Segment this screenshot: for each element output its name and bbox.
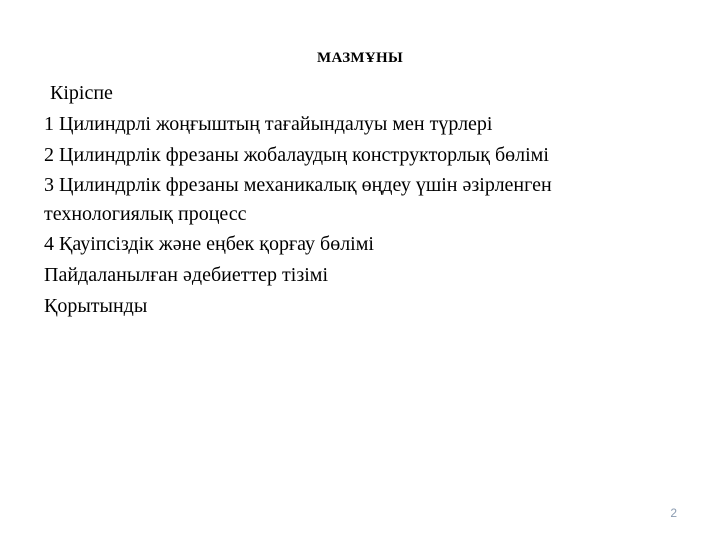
toc-item-3: 3 Цилиндрлік фрезаны механикалық өңдеу үшін әзірленген технологиялық процесс <box>44 174 552 225</box>
toc-item-2: 2 Цилиндрлік фрезаны жобалаудың конструкторлық бөлімі <box>44 144 549 166</box>
table-of-contents <box>44 78 674 322</box>
toc-item-introduction: Кіріспе <box>50 82 113 104</box>
toc-item-conclusion: Қорытынды <box>44 295 148 317</box>
page-title: МАЗМҰНЫ <box>316 50 404 66</box>
toc-item-1: 1 Цилиндрлі жоңғыштың тағайындалуы мен түрлері <box>44 113 493 135</box>
page-number: 2 <box>670 506 677 520</box>
toc-item-4: 4 Қауіпсіздік және еңбек қорғау бөлімі <box>44 233 374 255</box>
toc-item-references: Пайдаланылған әдебиеттер тізімі <box>44 264 329 286</box>
